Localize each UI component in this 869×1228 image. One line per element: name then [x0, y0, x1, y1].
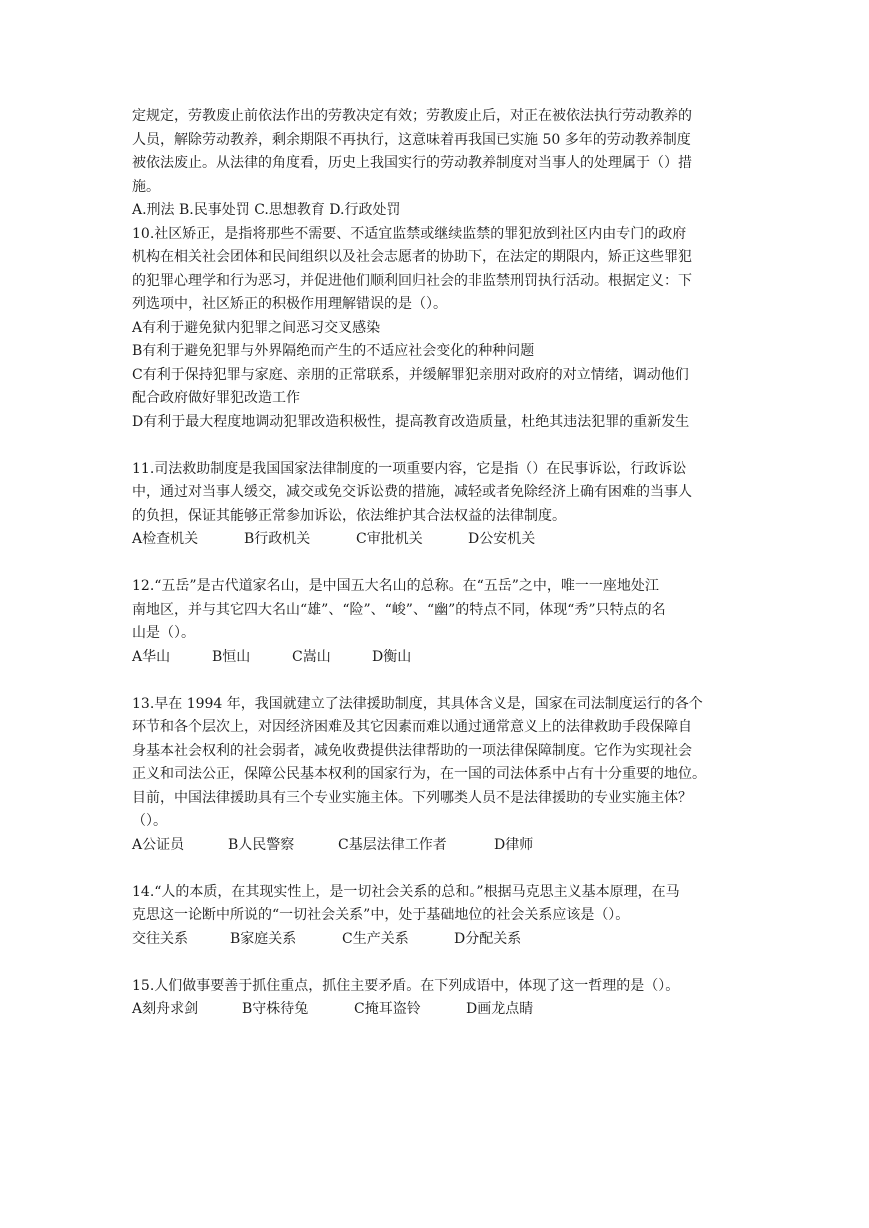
answer-option: 配合政府做好罪犯改造工作 — [132, 390, 300, 406]
document-page — [132, 105, 740, 1022]
question-text-line: 的犯罪心理学和行为恶习，并促进他们顺利回归社会的非监禁刑罚执行活动。根据定义：下 — [132, 272, 692, 289]
question-text-line: 中，通过对当事人缓交，减交或免交诉讼费的措施，减轻或者免除经济上确有困难的当事人 — [132, 484, 692, 500]
answer-option: D公安机关 — [468, 531, 536, 547]
question-text-line: 12.“五岳”是古代道家名山，是中国五大名山的总称。在“五岳”之中，唯一一座地处江 — [132, 578, 659, 594]
answer-option: B人民警察 — [228, 836, 295, 853]
spacer — [132, 951, 740, 975]
answer-option: A公证员 — [132, 836, 185, 853]
question-text-line: 的负担，保证其能够正常参加诉讼，依法维护其合法权益的法律制度。 — [132, 507, 566, 524]
answer-option: C嵩山 — [292, 648, 331, 665]
question-text-line: 被依法废止。从法律的角度看，历史上我国实行的劳动教养制度对当事人的处理属于（）措 — [132, 155, 692, 171]
answer-option: D律师 — [494, 836, 534, 853]
answer-option: D有利于最大程度地调动犯罪改造积极性，提高教育改造质量，杜绝其违法犯罪的重新发生 — [132, 413, 690, 430]
question-text-line: 目前，中国法律援助具有三个专业实施主体。下列哪类人员不是法律援助的专业实施主体？ — [132, 789, 692, 806]
answer-option: C基层法律工作者 — [338, 836, 447, 853]
answer-options — [132, 528, 740, 552]
answer-option: A有利于避免狱内犯罪之间恶习交叉感染 — [132, 319, 381, 336]
question-text-line: 施。 — [132, 178, 160, 195]
question-text-line: 11.司法救助制度是我国国家法律制度的一项重要内容，它是指（）在民事诉讼，行政诉讼 — [132, 460, 687, 477]
question-text-line: 南地区，并与其它四大名山“雄”、“险”、“峻”、“幽”的特点不同，体现“秀”只特点的名 — [132, 601, 666, 618]
question-13 — [132, 693, 740, 858]
answer-option: D画龙点睛 — [466, 1001, 534, 1017]
answer-options — [132, 928, 740, 952]
spacer — [132, 434, 740, 458]
answer-options — [132, 998, 740, 1022]
question-10 — [132, 223, 740, 435]
question-text-line: 环节和各个层次上，对因经济困难及其它因素而难以通过通常意义上的法律救助手段保障自 — [132, 719, 692, 735]
answer-option: B家庭关系 — [230, 930, 297, 947]
answer-option: C审批机关 — [356, 531, 423, 547]
question-text-line: 人员，解除劳动教养，剩余期限不再执行，这意味着再我国已实施 50 多年的劳动教养制度 — [132, 131, 691, 148]
answer-option: B有利于避免犯罪与外界隔绝而产生的不适应社会变化的种种问题 — [132, 343, 535, 359]
answer-option: C生产关系 — [342, 930, 409, 947]
question-text-line: 10.社区矫正，是指将那些不需要、不适宜监禁或继续监禁的罪犯放到社区内由专门的政府 — [132, 225, 687, 242]
question-text-line: 定规定，劳教废止前依法作出的劳教决定有效；劳教废止后，对正在被依法执行劳动教养的 — [132, 108, 692, 124]
spacer — [132, 857, 740, 881]
answer-options — [132, 834, 740, 858]
answer-option: 交往关系 — [132, 930, 188, 947]
answer-option: D分配关系 — [454, 930, 522, 947]
answer-option: A检查机关 — [132, 531, 199, 547]
question-text-line: 15.人们做事要善于抓住重点，抓住主要矛盾。在下列成语中，体现了这一哲理的是（）。 — [132, 977, 680, 994]
answer-option: A华山 — [132, 648, 171, 665]
spacer — [132, 669, 740, 693]
question-text-line: 克思这一论断中所说的“一切社会关系”中，处于基础地位的社会关系应该是（）。 — [132, 907, 630, 923]
question-text-line: （）。 — [132, 813, 167, 829]
question-text-line: 身基本社会权利的社会弱者，减免收费提供法律帮助的一项法律保障制度。它作为实现社会 — [132, 742, 692, 759]
question-text-line: 机构在相关社会团体和民间组织以及社会志愿者的协助下，在法定的期限内，矫正这些罪犯 — [132, 249, 692, 265]
answer-option: B行政机关 — [244, 531, 311, 547]
spacer — [132, 552, 740, 576]
question-14 — [132, 881, 740, 952]
question-15 — [132, 975, 740, 1022]
answer-option: B守株待兔 — [242, 1001, 309, 1017]
question-9-continued — [132, 105, 740, 223]
answer-option: C掩耳盗铃 — [354, 1001, 421, 1017]
question-text-line: 正义和司法公正，保障公民基本权利的国家行为，在一国的司法体系中占有十分重要的地位。 — [132, 766, 706, 782]
question-12 — [132, 575, 740, 669]
question-text-line: 山是（）。 — [132, 625, 195, 641]
question-text-line: 14.“人的本质，在其现实性上，是一切社会关系的总和。”根据马克思主义基本原理，在马 — [132, 883, 680, 900]
answer-option: D衡山 — [372, 648, 412, 665]
answer-options — [132, 646, 740, 670]
answer-options: A.刑法 B.民事处罚 C.思想教育 D.行政处罚 — [132, 202, 401, 218]
question-11 — [132, 458, 740, 552]
answer-option: C有利于保持犯罪与家庭、亲朋的正常联系，并缓解罪犯亲朋对政府的对立情绪，调动他们 — [132, 366, 689, 383]
answer-option: B恒山 — [212, 648, 251, 665]
question-text-line: 13.早在 1994 年，我国就建立了法律援助制度，其具体含义是，国家在司法制度运行的各个 — [132, 695, 703, 712]
question-text-line: 列选项中，社区矫正的积极作用理解错误的是（）。 — [132, 296, 447, 312]
answer-option: A刻舟求剑 — [132, 1001, 199, 1017]
